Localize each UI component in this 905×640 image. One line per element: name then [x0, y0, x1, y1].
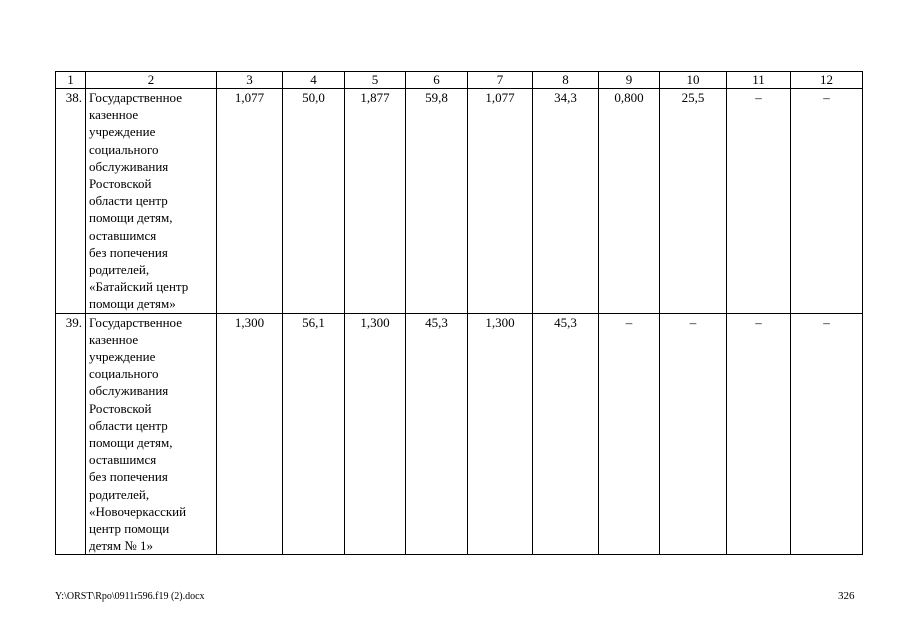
name-line: социального	[89, 366, 159, 382]
table-cell: 0,800	[599, 89, 660, 314]
row-number: 38.	[56, 89, 86, 314]
name-line: без попечения	[89, 244, 168, 260]
name-line: оставшимся	[89, 227, 157, 243]
footer-page-number: 326	[838, 590, 855, 602]
column-header: 2	[86, 72, 217, 89]
name-line: Ростовской	[89, 176, 152, 192]
column-header: 7	[468, 72, 533, 89]
name-line: области центр	[89, 417, 168, 433]
column-header: 12	[791, 72, 863, 89]
table-cell: –	[727, 89, 791, 314]
table-cell: 1,077	[217, 89, 283, 314]
table-cell: –	[660, 313, 727, 555]
table-cell: 1,300	[345, 313, 406, 555]
table-cell: –	[599, 313, 660, 555]
table-cell: 45,3	[406, 313, 468, 555]
name-line: казенное	[89, 107, 139, 123]
column-header: 3	[217, 72, 283, 89]
name-line: родителей,	[89, 486, 150, 502]
column-header: 9	[599, 72, 660, 89]
column-header: 4	[283, 72, 345, 89]
table-row	[56, 89, 863, 314]
name-line: помощи детям,	[89, 210, 173, 226]
name-line: детям № 1»	[89, 538, 154, 554]
table-cell: 1,300	[217, 313, 283, 555]
table-cell: –	[791, 89, 863, 314]
name-line: учреждение	[89, 124, 156, 140]
row-number: 39.	[56, 313, 86, 555]
table-cell: 50,0	[283, 89, 345, 314]
column-header: 8	[533, 72, 599, 89]
table-cell: 1,077	[468, 89, 533, 314]
name-line: помощи детям,	[89, 435, 173, 451]
name-line: оставшимся	[89, 452, 157, 468]
name-line: учреждение	[89, 349, 156, 365]
table-header-row	[56, 72, 863, 89]
name-line: Государственное	[89, 314, 182, 330]
institution-name	[86, 89, 217, 314]
name-line: Ростовской	[89, 400, 152, 416]
table-cell: –	[791, 313, 863, 555]
table-cell: 1,300	[468, 313, 533, 555]
table-cell: 34,3	[533, 89, 599, 314]
name-line: «Батайский центр	[89, 279, 189, 295]
column-header: 10	[660, 72, 727, 89]
table-row	[56, 313, 863, 555]
column-header: 5	[345, 72, 406, 89]
data-table	[55, 71, 863, 555]
name-line: обслуживания	[89, 383, 169, 399]
name-line: казенное	[89, 331, 139, 347]
table-cell: –	[727, 313, 791, 555]
footer-file-path: Y:\ORST\Rpo\0911r596.f19 (2).docx	[55, 591, 205, 602]
name-line: без попечения	[89, 469, 168, 485]
column-header: 6	[406, 72, 468, 89]
name-line: центр помощи	[89, 521, 170, 537]
table-cell: 59,8	[406, 89, 468, 314]
name-line: обслуживания	[89, 158, 169, 174]
name-line: помощи детям»	[89, 296, 176, 312]
name-line: родителей,	[89, 262, 150, 278]
institution-name	[86, 313, 217, 555]
name-line: области центр	[89, 193, 168, 209]
table-cell: 45,3	[533, 313, 599, 555]
table-cell: 25,5	[660, 89, 727, 314]
column-header: 11	[727, 72, 791, 89]
column-header: 1	[56, 72, 86, 89]
table-cell: 1,877	[345, 89, 406, 314]
table-cell: 56,1	[283, 313, 345, 555]
name-line: Государственное	[89, 90, 182, 105]
name-line: социального	[89, 141, 159, 157]
name-line: «Новочеркасский	[89, 503, 187, 519]
